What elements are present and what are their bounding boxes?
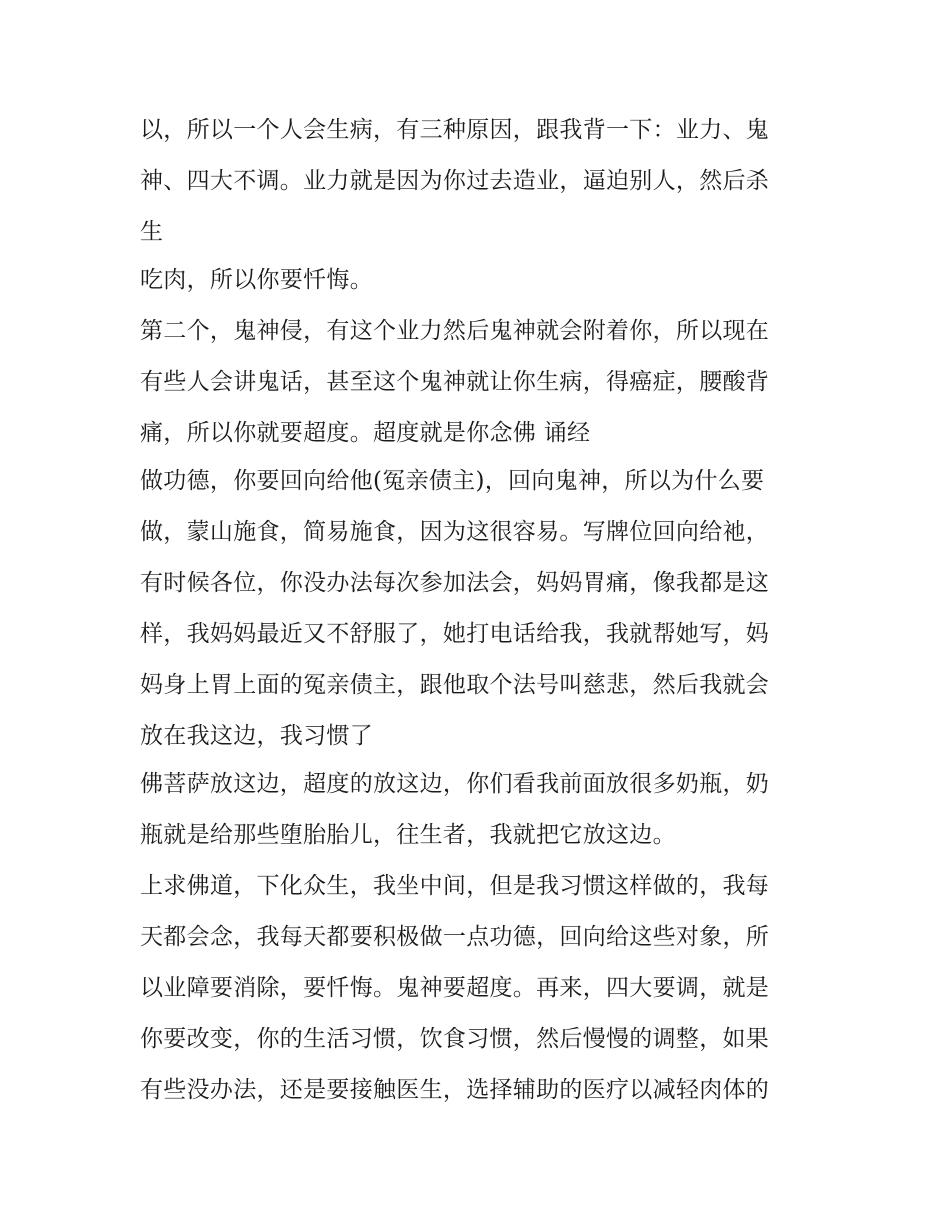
text-line: 有时候各位，你没办法每次参加法会，妈妈胃痛，像我都是这 (140, 570, 770, 596)
text-line: 你要改变，你的生活习惯，饮食习惯，然后慢慢的调整，如果 (140, 1026, 770, 1052)
text-line: 做，蒙山施食，简易施食，因为这很容易。写牌位回向给祂， (140, 519, 770, 545)
text-line: 吃肉，所以你要忏悔。 (140, 267, 373, 293)
document-body (140, 108, 820, 1119)
text-line: 神、四大不调。业力就是因为你过去造业，逼迫别人，然后杀 (140, 168, 770, 194)
text-line: 瓶就是给那些堕胎胎儿，往生者，我就把它放这边。 (140, 822, 676, 848)
text-line: 有些人会讲鬼话，甚至这个鬼神就让你生病，得癌症，腰酸背 (140, 369, 770, 395)
text-line: 妈身上胃上面的冤亲债主，跟他取个法号叫慈悲，然后我就会 (140, 672, 770, 698)
text-line: 以业障要消除，要忏悔。鬼神要超度。再来，四大要调，就是 (140, 975, 770, 1001)
text-line: 放在我这边，我习惯了 (140, 723, 373, 749)
text-line: 有些没办法，还是要接触医生，选择辅助的医疗以减轻肉体的 (140, 1077, 770, 1103)
text-line: 天都会念，我每天都要积极做一点功德，回向给这些对象，所 (140, 924, 770, 950)
text-line: 痛，所以你就要超度。超度就是你念佛 诵经 (140, 420, 591, 446)
text-line: 生 (140, 219, 164, 245)
text-line: 做功德，你要回向给他(冤亲债主)，回向鬼神，所以为什么要 (140, 468, 765, 494)
text-line: 以，所以一个人会生病，有三种原因，跟我背一下：业力、鬼 (140, 117, 770, 143)
text-line: 佛菩萨放这边，超度的放这边，你们看我前面放很多奶瓶，奶 (140, 771, 770, 797)
text-line: 第二个，鬼神侵，有这个业力然后鬼神就会附着你，所以现在 (140, 318, 770, 344)
text-line: 样，我妈妈最近又不舒服了，她打电话给我，我就帮她写，妈 (140, 621, 770, 647)
text-line: 上求佛道，下化众生，我坐中间，但是我习惯这样做的，我每 (140, 873, 770, 899)
